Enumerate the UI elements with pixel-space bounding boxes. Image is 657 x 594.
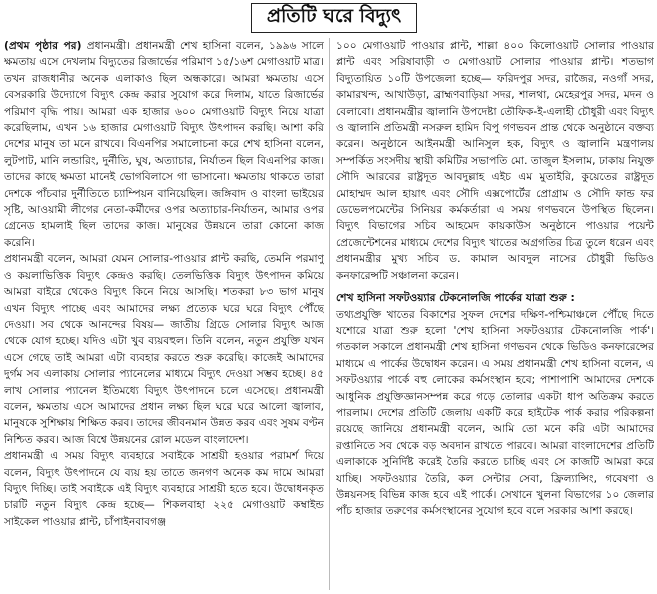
paragraph: প্রধানমন্ত্রী বলেন, আমরা যেমন সোলার-পাওয়ার প্লান্ট করছি, তেমনি পরমাণু ও কয়লাভিত্তিক বিদ্যুৎ কেন্দ্রও করছি। তেলভিত্তিক বিদ্যুৎ উৎপাদন কমিয়ে আমরা বাইরে থেকেও বিদ্যুৎ কিনে নিয়ে আসছি। শতকরা ৮৩ ভাগ মানুষ এখন বিদ্যুৎ পাচ্ছে এবং আমাদের লক্ষ্য প্রত্যেক ঘরে ঘরে বিদ্যুৎ পৌঁছে দেওয়া। সব থেকে আনন্দের বিষয়— জাতীয় গ্রিডে সোলার বিদ্যুৎ আজ থেকে যোগ হচ্ছে। যদিও এটা খুব ব্যয়বহুল। তিনি বলেন, নতুন প্রযুক্তি যখন এসে গেছে তাই আমরা এটা ব্যবহার করতে শুরু করেছি। কাজেই আমাদের দুর্গম সব এলাকায় সোলার প্যানেলের মাধ্যমে বিদ্যুৎ দেওয়া সম্ভব হচ্ছে। ৪৫ লাখ সোলার প্যানেল ইতিমধ্যে বিদ্যুৎ উৎপাদনে চলে এসেছে। প্রধানমন্ত্রী বলেন, ক্ষমতায় এসে আমাদের প্রধান লক্ষ্য ছিল ঘরে ঘরে আলো জ্বালাব, মানুষকে সুশিক্ষায় শিক্ষিত করব। তাদের জীবনমান উন্নত করব এবং সুষম বণ্টন নিশ্চিত করব। আজ বিশ্বে উন্নয়নের রোল মডেল বাংলাদেশ। (4, 253, 324, 446)
article-column-left (4, 38, 324, 590)
paragraph-text: প্রধানমন্ত্রী। প্রধানমন্ত্রী শেখ হাসিনা বলেন, ১৯৯৬ সালে ক্ষমতায় এসে দেখলাম বিদ্যুতের রিজার্ভের পরিমাণ ১৫/১৬শ মেগাওয়াট মাত্র। তখন রাজধানীর অনেক এলাকাও ছিল অন্ধকারে। আমরা ক্ষমতায় এসে বেসরকারি উদ্যোগে বিদ্যুৎ কেন্দ্র করার সুযোগ করে দিলাম, যাতে রিজার্ভের পরিমাণ বৃদ্ধি পায়। আমরা এক হাজার ৬০০ মেগাওয়াট বিদ্যুৎ নিয়ে যাত্রা করেছিলাম, এখন ১৬ হাজার মেগাওয়াট বিদ্যুৎ উৎপাদন করছি। আশা করি দেশের মানুষ তা মনে রাখবে। বিএনপির সমালোচনা করে শেখ হাসিনা বলেন, লুটপাট, মানি লন্ডারিং, দুর্নীতি, ঘুষ, অত্যাচার, নির্যাতন ছিল বিএনপির কাজ। তাদের কাছে ক্ষমতা মানেই ভোগবিলাসে গা ভাসানো। ক্ষমতায় থাকতে তারা দেশকে পাঁচবার দুর্নীতিতে চ্যাম্পিয়ন বানিয়েছিল। জঙ্গিবাদ ও বাংলা ভাইয়ের সৃষ্টি, আওয়ামী লীগের নেতা-কর্মীদের ওপর অত্যাচার-নির্যাতন, আমার ওপর গ্রেনেড হামলাই ছিল তাদের কাজ। মানুষের উন্নয়নে তারা কোনো কাজ করেনি। (4, 40, 324, 249)
headline: প্রতিটি ঘরে বিদ্যুৎ (266, 5, 402, 27)
article-column-right (336, 38, 654, 590)
paragraph: ১০০ মেগাওয়াট পাওয়ার প্লান্ট, শাল্লা ৪০০ কিলোওয়াট সোলার পাওয়ার প্লান্ট এবং সরিষাবাড়ী ৩ মেগাওয়াট সোলার পাওয়ার প্লান্ট। শতভাগ বিদ্যুতায়িত ১০টি উপজেলা হচ্ছে— ফরিদপুর সদর, রাজৈর, নওগাঁ সদর, কামারখন্দ, আখাউড়া, ব্রাহ্মণবাড়িয়া সদর, শালথা, মেহেরপুর সদর, মদন ও বেলাবো। প্রধানমন্ত্রীর জ্বালানি উপদেষ্টা তৌফিক-ই-এলাহী চৌধুরী এবং বিদ্যুৎ ও জ্বালানি প্রতিমন্ত্রী নসরুল হামিদ বিপু গণভবন প্রান্ত থেকে অনুষ্ঠানে বক্তব্য করেন। অনুষ্ঠানে আইনমন্ত্রী আনিসুল হক, বিদ্যুৎ ও জ্বালানি মন্ত্রণালয় সম্পর্কিত সংসদীয় স্থায়ী কমিটির সভাপতি মো. তাজুল ইসলাম, ঢাকায় নিযুক্ত সৌদি আরবের রাষ্ট্রদূত আবদুল্লাহ এইচ এম মুতাইরি, কুয়েতের রাষ্ট্রদূত মোহাম্মদ আল হায়াৎ এবং সৌদি এক্সপোর্টের প্রোগ্রাম ও সৌদি ফান্ড ফর ডেভেলপমেন্টের সিনিয়র কর্মকর্তারা এ সময় গণভবনে উপস্থিত ছিলেন। বিদ্যুৎ বিভাগের সচিব আহমেদ কায়কাউস অনুষ্ঠানে পাওয়ার পয়েন্ট প্রেজেন্টেশনের মাধ্যমে দেশের বিদ্যুৎ খাতের অগ্রগতির চিত্র তুলে ধরেন এবং প্রধানমন্ত্রীর মুখ্য সচিব ড. কামাল আবদুল নাসের চৌধুরী ভিডিও কনফারেন্সটি সঞ্চালনা করেন। (336, 40, 654, 282)
headline-box (251, 3, 417, 33)
subheading: শেখ হাসিনা সফটওয়্যার টেকনোলজি পার্কের যাত্রা শুরু : (336, 292, 575, 305)
paragraph (4, 38, 324, 251)
paragraph: তথ্যপ্রযুক্তি খাতের বিকাশের সুফল দেশের দক্ষিণ-পশ্চিমাঞ্চলে পৌঁছে দিতে যশোরে যাত্রা শুরু হলো 'শেখ হাসিনা সফটওয়্যার টেকনোলজি পার্ক'। গতকাল সকালে প্রধানমন্ত্রী শেখ হাসিনা গণভবন থেকে ভিডিও কনফারেন্সের মাধ্যমে এ পার্কের উদ্বোধন করেন। এ সময় প্রধানমন্ত্রী শেখ হাসিনা বলেন, এ সফটওয়্যার পার্কে বহু লোকের কর্মসংস্থান হবে; পাশাপাশি আমাদের দেশকে আধুনিক প্রযুক্তিজ্ঞানসম্পন্ন করে গড়ে তোলার একটা ধাপ অতিক্রম করতে পারলাম। দেশের প্রতিটি জেলায় একটি করে হাইটেক পার্ক করার পরিকল্পনা রয়েছে জানিয়ে প্রধানমন্ত্রী বলেন, আমি তো মনে করি এটা আমাদের রপ্তানিতে সব থেকে বড় অবদান রাখতে পারবে। আমরা বাংলাদেশের প্রতিটি এলাকাকে সুনির্দিষ্ট করেই তৈরি করতে চাচ্ছি এবং সে কাজটি আমরা করে যাচ্ছি। সফটওয়্যার তৈরি, কল সেন্টার সেবা, ফ্রিল্যান্সিং, গবেষণা ও উন্নয়নসহ বিভিন্ন কাজ হবে এই পার্কে। সেখানে খুলনা বিভাগের ১০ জেলার পাঁচ হাজার তরুণের কর্মসংস্থানের সুযোগ হবে বলে সরকার আশা করছে। (336, 308, 654, 518)
column-divider (329, 38, 330, 590)
continuation-reference: (প্রথম পৃষ্ঠার পর) (4, 40, 82, 52)
paragraph: প্রধানমন্ত্রী এ সময় বিদ্যুৎ ব্যবহারে সবাইকে সাশ্রয়ী হওয়ার পরামর্শ দিয়ে বলেন, বিদ্যুৎ উৎপাদনে যে ব্যয় হয় তাতে জনগণ অনেক কম দামে আমরা বিদ্যুৎ দিচ্ছি। তাই সবাইকে এই বিদ্যুৎ ব্যবহারে সাশ্রয়ী হতে হবে। উদ্বোধনকৃত চারটি নতুন বিদ্যুৎ কেন্দ্র হচ্ছে— শিকলবাহা ২২৫ মেগাওয়াট কম্বাইন্ড সাইকেল পাওয়ার প্লান্ট, চাঁপাইনবাবগঞ্জ (4, 450, 324, 528)
